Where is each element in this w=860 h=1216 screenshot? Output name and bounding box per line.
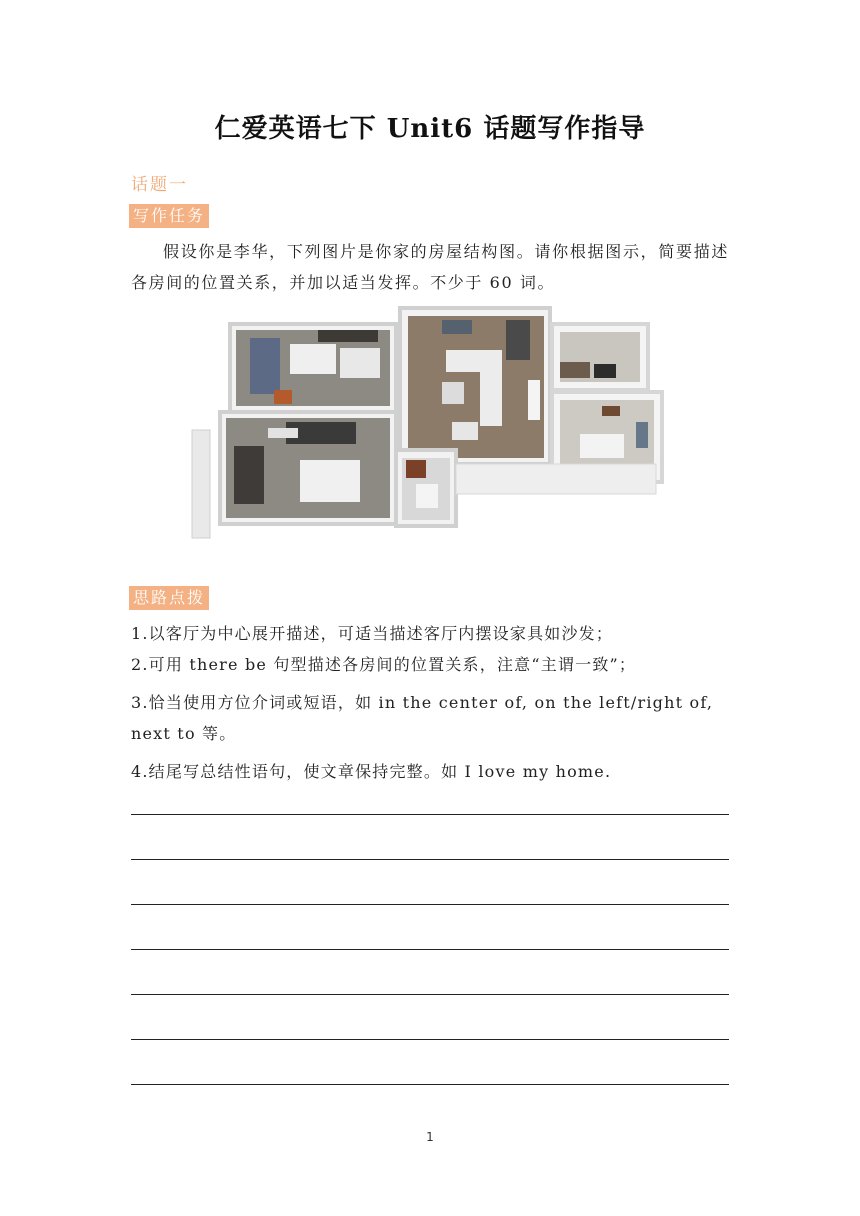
kitchen-room bbox=[552, 324, 648, 390]
tip-item: 1.以客厅为中心展开描述，可适当描述客厅内摆设家具如沙发； bbox=[131, 624, 614, 643]
task-text: 假设你是李华，下列图片是你家的房屋结构图。请你根据图示，简要描述各房间的位置关系，并加以适当发挥。不少于 60 词。 bbox=[131, 242, 729, 292]
tip-item: 2.可用 there be 句型描述各房间的位置关系，注意“主谓一致”； bbox=[131, 655, 637, 674]
living-room bbox=[400, 308, 550, 464]
bedroom-bottom-room bbox=[220, 412, 396, 524]
topic-label: 话题一 bbox=[131, 175, 188, 195]
writing-line bbox=[131, 1039, 729, 1040]
writing-line bbox=[131, 994, 729, 995]
tips-section-tag: 思路点拨 bbox=[129, 586, 209, 610]
floor-plan-image bbox=[190, 300, 690, 550]
bedroom-top-room bbox=[230, 324, 396, 412]
task-section-tag: 写作任务 bbox=[129, 204, 209, 228]
page-number: 1 bbox=[426, 1130, 434, 1144]
writing-line bbox=[131, 1084, 729, 1085]
writing-line bbox=[131, 949, 729, 950]
tip-item: 4.结尾写总结性语句，使文章保持完整。如 I love my home. bbox=[131, 762, 612, 781]
writing-line bbox=[131, 814, 729, 815]
writing-line bbox=[131, 859, 729, 860]
tip-item: 3.恰当使用方位介词或短语，如 in the center of, on the left/right of, next to 等。 bbox=[131, 693, 714, 743]
page-title: 仁爱英语七下 Unit6 话题写作指导 bbox=[214, 114, 646, 144]
writing-line bbox=[131, 904, 729, 905]
